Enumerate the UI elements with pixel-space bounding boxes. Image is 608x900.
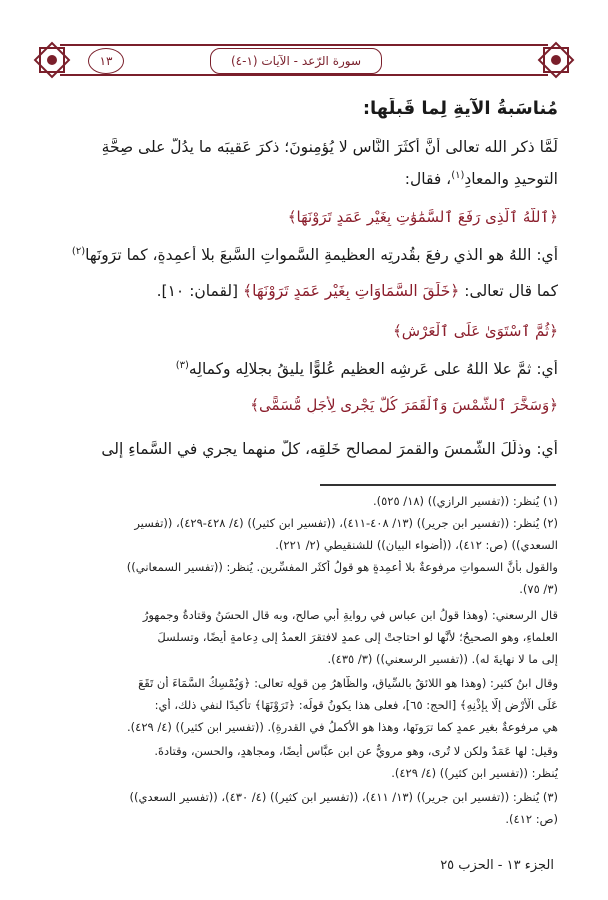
paragraph-line	[48, 282, 558, 300]
footnote-cont: هي مرفوعةٌ بغيرِ عمدٍ كما ترَونَها، وهذا هو الأكملُ في القدرةِ). ((تفسير ابن كثير)) (٤/ ٤٢٩).	[127, 720, 558, 734]
header-rule-bottom	[60, 74, 548, 76]
header-title-frame	[210, 48, 382, 74]
page-number: ١٣	[99, 54, 113, 68]
header-title: سورة الرّعد - الآيات (١-٤)	[230, 54, 362, 68]
quran-verse: ﴿وَسَخَّرَ ٱلشَّمْسَ وَٱلْقَمَرَ كُلٌّ يَجْرِى لِأَجَلٍ مُّسَمًّى﴾	[250, 396, 558, 414]
footnote-cont: والقول بأنَّ السمواتِ مرفوعةٌ بلا أعمِدةٍ هو قولُ أكثَرِ المفسِّرين. يُنظر: ((تفسير السمعاني))	[126, 560, 558, 574]
paragraph-text: أي: اللهُ هو الذي رفعَ بقُدرتِه العظيمةِ السَّمواتِ السَّبعَ بلا أعمِدةٍ، كما ترَونَها	[85, 246, 558, 265]
paragraph-line	[48, 360, 558, 378]
section-heading: مُناسَبةُ الآيةِ لِما قَبلَها:	[362, 98, 558, 119]
paragraph-text: كما قال تعالى:	[459, 282, 558, 300]
footnote-divider	[320, 484, 556, 486]
footnote-cont: وقيل: لها عَمَدٌ ولكن لا تُرى، وهو مرويٌّ عن ابنِ عبَّاسٍ أيضًا، ومجاهدٍ، والحسنِ، وقتادةَ.	[154, 744, 558, 758]
footnote-ref[interactable]: (٢)	[71, 246, 86, 257]
footnote-cont: وقال ابنُ كثيرٍ: (وهذا هو اللائقُ بالسِّياقِ، والظَّاهرُ مِن قولِه تعالى: ﴿وَيُمْسِكُ السَّمَاءَ أَن تَقَعَ	[138, 676, 558, 690]
footnote-ref[interactable]: (٣)	[175, 360, 189, 371]
paragraph-line	[48, 246, 558, 264]
quran-verse: ﴿ٱللَّهُ ٱلَّذِى رَفَعَ ٱلسَّمَٰوَٰتِ بِغَيْرِ عَمَدٍ تَرَوْنَهَا﴾	[287, 208, 558, 226]
paragraph-text: التوحيدِ والمعادِ	[464, 170, 558, 189]
paragraph-text: أي: ثمَّ علا اللهُ على عَرشِه العظيمِ عُلوًّا يليقُ بجلالِه وكمالِه	[188, 360, 558, 379]
footnote-cont: إلى ما لا نهايةَ له). ((تفسير الرسعني)) (٣/ ٤٣٥).	[327, 652, 558, 666]
page-header	[60, 42, 548, 80]
footnote-cont: قال الرسعني: (وهذا قولُ ابن عباسٍ في روايةِ أبي صالحٍ، وبه قال الحسَنُ وقتادةُ وجمهورُ	[142, 608, 558, 622]
geometric-ornament-icon	[536, 40, 576, 80]
header-rule-top	[60, 44, 548, 46]
paragraph-text: ، فقال:	[404, 170, 452, 189]
footnote: (١) يُنظر: ((تفسير الرازي)) (١٨/ ٥٢٥).	[372, 494, 558, 508]
footnote-cont: (٣/ ٧٥).	[519, 582, 558, 596]
footnote-cont: السعدي)) (ص: ٤١٢)، ((أضواء البيان)) للشنقيطي (٢/ ٢٢١).	[275, 538, 558, 552]
geometric-ornament-icon	[32, 40, 72, 80]
paragraph-line	[48, 170, 558, 188]
footnote-cont: عَلَى الْأَرْضِ إِلَّا بِإِذْنِهِ﴾ [الحج: ٦٥]، فعلى هذا يكونُ قولُه: ﴿تَرَوْنَهَا﴾ تأكيدًا لنفيِ ذلك، أي:	[154, 698, 558, 712]
page-number-frame	[88, 48, 124, 74]
footnote: (٣) يُنظر: ((تفسير ابن جرير)) (١٣/ ٤١١)، ((تفسير ابن كثير)) (٤/ ٤٣٠)، ((تفسير السعدي))	[129, 790, 558, 804]
quran-quote: ﴿خَلَقَ السَّمَاوَاتِ بِغَيْرِ عَمَدٍ تَرَوْنَهَا﴾	[243, 282, 460, 300]
paragraph-text: [لقمان: ١٠].	[156, 282, 244, 300]
paragraph-line: أي: وذلَّلَ الشَّمسَ والقمرَ لمصالحِ خَلقِه، كلٌّ منهما يجري في السَّماءِ إلى	[101, 440, 558, 458]
footnote-cont: العلماءِ، وهو الصحيحُ؛ لأنَّها لو احتاجتْ إلى عمدٍ لافتقرَ العمدُ إلى دِعامةٍ أيضًا، وتسلسلَ	[157, 630, 558, 644]
footnote-ref[interactable]: (١)	[451, 170, 465, 181]
page-footer: الجزء ١٣ - الحزب ٢٥	[440, 858, 554, 873]
quran-verse: ﴿ثُمَّ ٱسْتَوَىٰ عَلَى ٱلْعَرْشِ﴾	[392, 322, 558, 340]
footnote-cont: يُنظر: ((تفسير ابن كثير)) (٤/ ٤٢٩).	[391, 766, 558, 780]
paragraph-line: لَمَّا ذكر الله تعالى أنَّ أكثَرَ النَّاسِ لا يُؤمِنونَ؛ ذكرَ عَقيبَه ما يدُلُّ على صِحَّةِ	[101, 138, 558, 156]
footnote-cont: (ص: ٤١٢).	[505, 812, 558, 826]
footnote: (٢) يُنظر: ((تفسير ابن جرير)) (١٣/ ٤٠٨-٤١١)، ((تفسير ابن كثير)) (٤/ ٤٢٨-٤٢٩)، ((تفسير	[134, 516, 558, 530]
